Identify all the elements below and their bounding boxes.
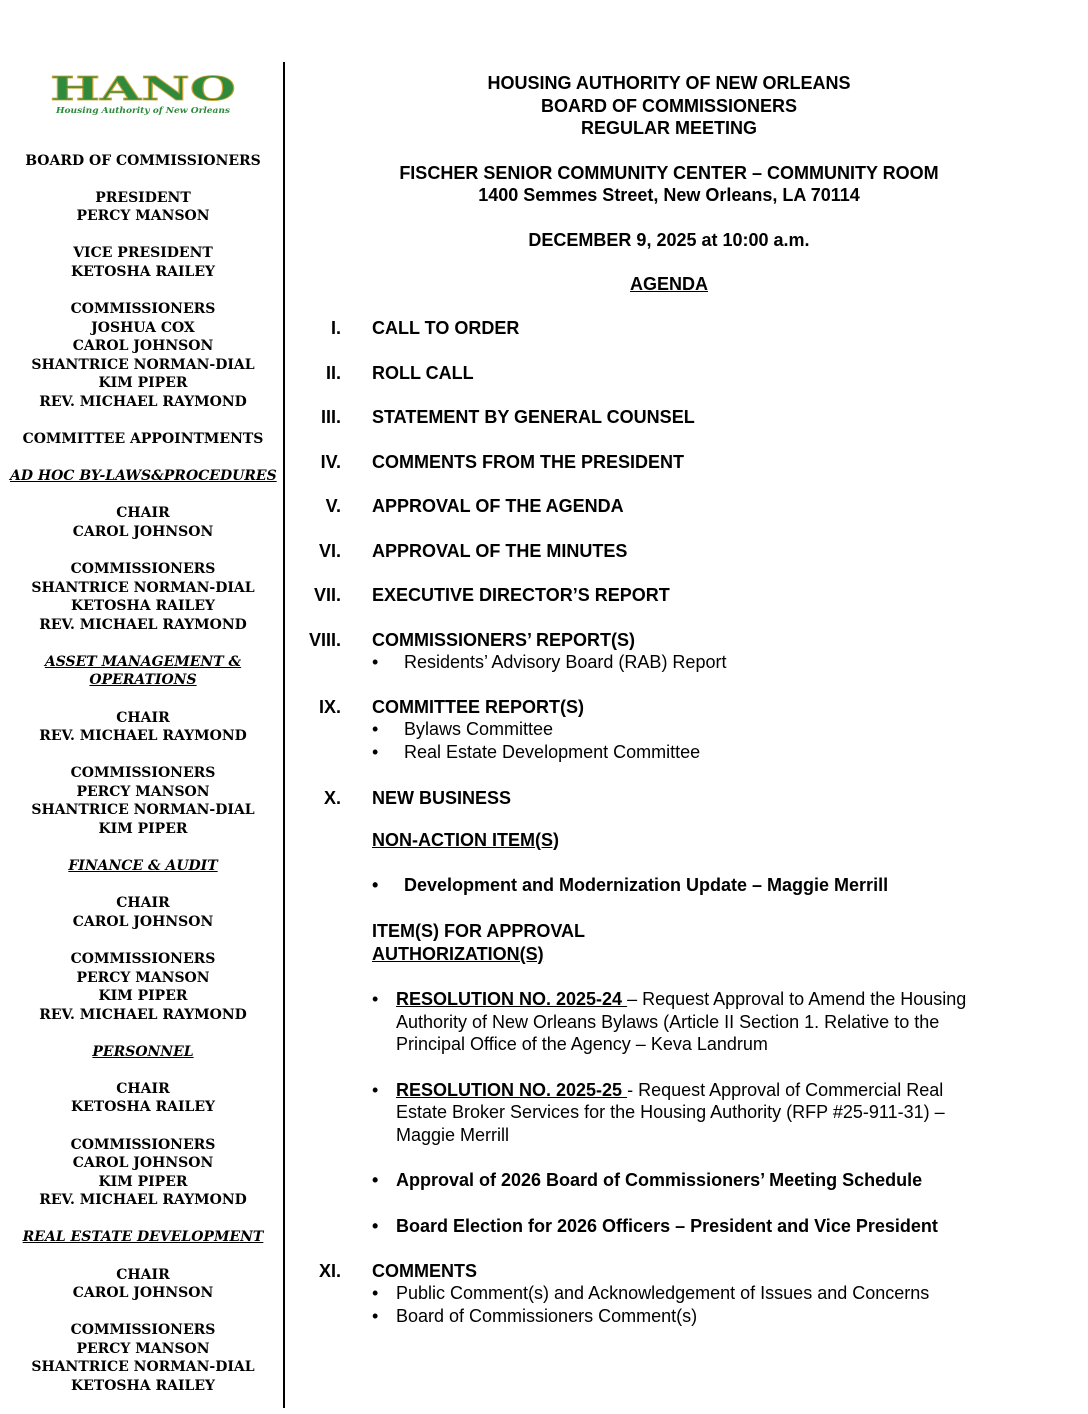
- member-name: SHANTRICE NORMAN-DIAL: [31, 1359, 255, 1376]
- agenda-item: [300, 317, 1060, 339]
- vice-president-label: VICE PRESIDENT: [73, 245, 213, 262]
- committee-name: OPERATIONS: [89, 672, 197, 689]
- member-name: REV. MICHAEL RAYMOND: [39, 1006, 247, 1023]
- resolution-text: - Request Approval of Commercial Real: [627, 1079, 944, 1100]
- document-header: [300, 72, 1038, 140]
- approval-text: Approval of 2026 Board of Commissioners’ Meeting Schedule: [396, 1170, 923, 1190]
- item-title: ROLL CALL: [372, 362, 474, 383]
- item-title: NEW BUSINESS: [372, 787, 512, 808]
- resolution-number: RESOLUTION NO. 2025-24: [396, 989, 628, 1009]
- meeting-date-text: DECEMBER 9, 2025 at 10:00 a.m.: [528, 229, 810, 250]
- members-label: COMMISSIONERS: [70, 765, 216, 782]
- commissioners-label: COMMISSIONERS: [70, 301, 216, 318]
- bullet-icon: •: [372, 1215, 379, 1236]
- resolution-item: [372, 1079, 1026, 1147]
- logo-wordmark: HANO: [50, 70, 236, 108]
- item-number: IX.: [318, 697, 341, 717]
- commissioner-name: JOSHUA COX: [91, 319, 195, 336]
- chair-label: CHAIR: [116, 505, 170, 522]
- agenda-item: [300, 1260, 1060, 1327]
- member-name: PERCY MANSON: [76, 969, 210, 986]
- item-number: VIII.: [308, 629, 341, 650]
- bullet-icon: •: [372, 651, 379, 672]
- bullet-item: [372, 1305, 1026, 1328]
- committee-appointments-heading: COMMITTEE APPOINTMENTS: [22, 431, 264, 448]
- members-label: COMMISSIONERS: [70, 561, 216, 577]
- chair-name: KETOSHA RAILEY: [70, 1099, 216, 1116]
- item-title: COMMITTEE REPORT(S): [372, 697, 584, 717]
- member-name: REV. MICHAEL RAYMOND: [39, 1192, 247, 1209]
- chair-label: CHAIR: [116, 709, 170, 726]
- commissioner-name: KIM PIPER: [98, 375, 188, 392]
- resolution-item: [372, 988, 1026, 1056]
- chair-label: CHAIR: [116, 895, 170, 912]
- bullet-item: [372, 718, 1060, 741]
- chair-label: CHAIR: [116, 1266, 170, 1283]
- agenda-title: AGENDA: [629, 274, 708, 294]
- approval-item: [372, 1215, 1026, 1238]
- president-label: PRESIDENT: [95, 189, 191, 206]
- bullet-icon: •: [372, 1305, 379, 1326]
- resolution-number: RESOLUTION NO. 2025-25: [396, 1079, 628, 1100]
- logo-tagline: Housing Authority of New Orleans: [54, 106, 231, 116]
- member-name: KIM PIPER: [98, 821, 188, 838]
- meeting-type: REGULAR MEETING: [580, 118, 757, 138]
- agenda-item: [300, 451, 1060, 473]
- item-title: EXECUTIVE DIRECTOR’S REPORT: [372, 585, 670, 605]
- member-name: SHANTRICE NORMAN-DIAL: [31, 579, 255, 596]
- member-name: REV. MICHAEL RAYMOND: [39, 616, 247, 633]
- resolution-text: – Request Approval to Amend the Housing: [627, 989, 967, 1009]
- item-title: COMMENTS FROM THE PRESIDENT: [372, 451, 685, 472]
- item-title: COMMISSIONERS’ REPORT(S): [372, 629, 636, 650]
- member-name: SHANTRICE NORMAN-DIAL: [31, 802, 255, 819]
- item-number: XI.: [318, 1261, 341, 1281]
- members-label: COMMISSIONERS: [70, 1322, 216, 1339]
- approval-item: [372, 1169, 1026, 1192]
- item-number: I.: [330, 318, 341, 338]
- agenda-item: [300, 696, 1060, 764]
- members-label: COMMISSIONERS: [70, 1136, 216, 1153]
- commissioner-name: SHANTRICE NORMAN-DIAL: [31, 356, 255, 373]
- committee-name: ASSET MANAGEMENT &: [44, 653, 242, 670]
- bullet-item: [372, 874, 1060, 897]
- board-title: BOARD OF COMMISSIONERS: [25, 152, 261, 169]
- org-name: HOUSING AUTHORITY OF NEW ORLEANS: [487, 73, 851, 93]
- approval-text: Board Election for 2026 Officers – President and Vice President: [396, 1215, 938, 1236]
- agenda-item: [300, 540, 1060, 562]
- chair-name: CAROL JOHNSON: [72, 913, 214, 930]
- chair-name: CAROL JOHNSON: [72, 523, 214, 540]
- resolution-text: Authority of New Orleans Bylaws (Article II Section 1. Relative to the: [396, 1011, 940, 1032]
- chair-name: CAROL JOHNSON: [72, 1285, 214, 1302]
- item-title: CALL TO ORDER: [372, 318, 520, 338]
- bullet-text: Public Comment(s) and Acknowledgement of Issues and Concerns: [396, 1283, 930, 1303]
- item-number: IV.: [320, 451, 341, 472]
- item-number: V.: [325, 496, 341, 516]
- member-name: KETOSHA RAILEY: [70, 598, 216, 615]
- bullet-icon: •: [372, 1170, 379, 1190]
- venue-address: 1400 Semmes Street, New Orleans, LA 70114: [478, 185, 860, 205]
- vice-president-name: KETOSHA RAILEY: [70, 263, 216, 280]
- bullet-icon: •: [372, 1079, 379, 1100]
- bullet-item: [372, 741, 1060, 764]
- item-number: VI.: [318, 540, 341, 561]
- chair-label: CHAIR: [116, 1080, 170, 1097]
- item-title: APPROVAL OF THE MINUTES: [372, 540, 628, 561]
- authorization-heading: AUTHORIZATION(S): [372, 943, 544, 964]
- venue-name: FISCHER SENIOR COMMUNITY CENTER – COMMUNITY ROOM: [399, 162, 939, 183]
- agenda-item: [300, 584, 1060, 606]
- bullet-text: Board of Commissioners Comment(s): [396, 1305, 698, 1326]
- member-name: PERCY MANSON: [76, 783, 210, 800]
- bullet-icon: •: [372, 989, 379, 1009]
- bullet-text: Development and Modernization Update – Maggie Merrill: [404, 875, 889, 895]
- item-number: III.: [320, 407, 341, 427]
- item-title: STATEMENT BY GENERAL COUNSEL: [372, 407, 695, 427]
- resolution-text: Estate Broker Services for the Housing Authority (RFP #25-911-31) –: [396, 1102, 945, 1122]
- agenda-item: [300, 406, 1060, 428]
- bullet-icon: •: [372, 875, 379, 895]
- item-title: COMMENTS: [372, 1261, 477, 1281]
- chair-name: REV. MICHAEL RAYMOND: [39, 728, 247, 745]
- item-number: X.: [323, 787, 341, 808]
- sidebar: [10, 70, 276, 1414]
- meeting-date: [300, 229, 1038, 252]
- venue-block: [300, 162, 1038, 207]
- agenda-item: [300, 495, 1060, 517]
- bullet-text: Residents’ Advisory Board (RAB) Report: [404, 651, 727, 672]
- committee-name: PERSONNEL: [92, 1043, 194, 1060]
- item-number: VII.: [313, 585, 341, 605]
- committee-name: FINANCE & AUDIT: [68, 858, 218, 875]
- member-name: KETOSHA RAILEY: [70, 1378, 216, 1394]
- member-name: PERCY MANSON: [76, 1340, 210, 1357]
- member-name: KIM PIPER: [98, 1173, 188, 1190]
- item-number: II.: [325, 362, 341, 383]
- member-name: KIM PIPER: [98, 988, 188, 1005]
- members-label: COMMISSIONERS: [70, 950, 216, 967]
- item-title: APPROVAL OF THE AGENDA: [372, 496, 624, 516]
- bullet-text: Real Estate Development Committee: [404, 742, 701, 762]
- bullet-text: Bylaws Committee: [404, 719, 554, 739]
- hano-logo: [48, 70, 238, 116]
- bullet-item: [372, 1282, 1026, 1305]
- non-action-heading: NON-ACTION ITEM(S): [372, 829, 559, 850]
- president-name: PERCY MANSON: [76, 208, 210, 225]
- agenda-main: [300, 72, 1060, 1350]
- agenda-item: [300, 629, 1060, 674]
- resolution-text: Principal Office of the Agency – Keva Landrum: [396, 1034, 768, 1054]
- member-name: CAROL JOHNSON: [72, 1155, 214, 1172]
- bullet-item: [372, 651, 1060, 674]
- bullet-icon: •: [372, 742, 379, 762]
- committee-name: REAL ESTATE DEVELOPMENT: [22, 1229, 264, 1246]
- board-name: BOARD OF COMMISSIONERS: [540, 95, 797, 116]
- committee-name: AD HOC BY-LAWS&PROCEDURES: [10, 468, 277, 485]
- agenda-item: [300, 362, 1060, 384]
- commissioner-name: REV. MICHAEL RAYMOND: [39, 394, 247, 411]
- bullet-icon: •: [372, 1283, 379, 1303]
- resolution-text: Maggie Merrill: [396, 1124, 510, 1145]
- approval-heading: ITEM(S) FOR APPROVAL: [372, 921, 585, 941]
- agenda-item: [300, 787, 1060, 809]
- bullet-icon: •: [372, 719, 379, 739]
- commissioner-name: CAROL JOHNSON: [72, 338, 214, 355]
- vertical-divider: [283, 62, 285, 1408]
